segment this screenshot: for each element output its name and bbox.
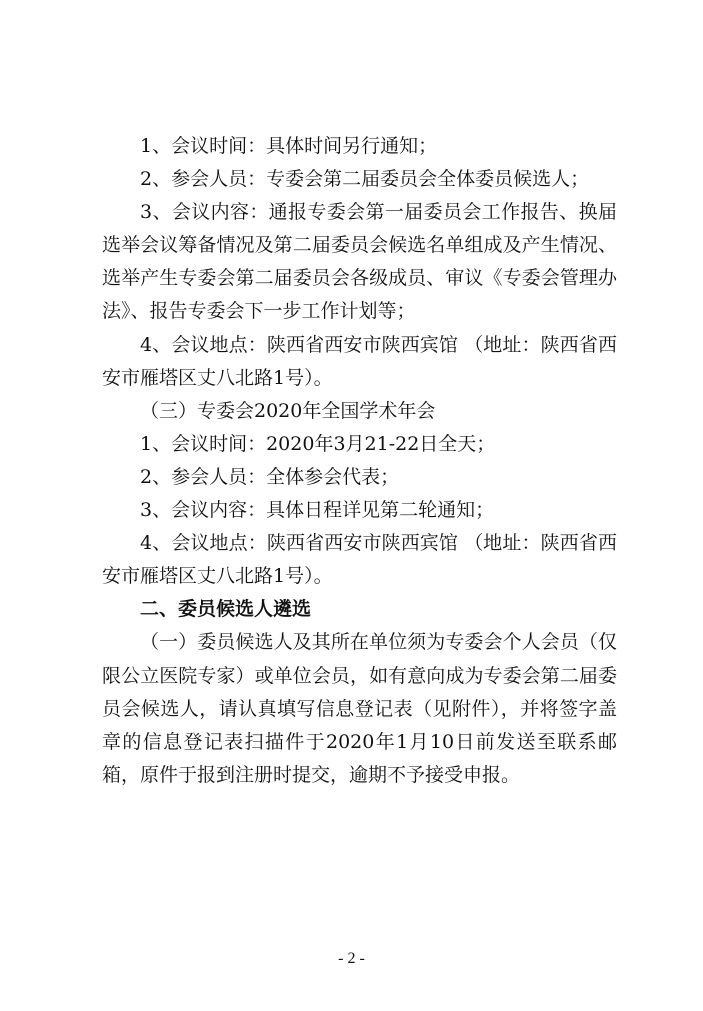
- meeting-content-item: 3、会议内容：通报专委会第一届委员会工作报告、换届选举会议筹备情况及第二届委员会候选名单组成及产生情况、选举产生专委会第二届委员会各级成员、审议《专委会管理办法》、报告专委会下一步工作计划等；: [102, 201, 617, 323]
- annual-meeting-attendees-item: 2、参会人员：全体参会代表；: [140, 465, 400, 488]
- section-heading-candidate-selection: 二、委员候选人遴选: [140, 598, 312, 621]
- annual-meeting-time-item: 1、会议时间：2020年3月21-22日全天；: [140, 432, 496, 455]
- meeting-location-item: 4、会议地点：陕西省西安市陕西宾馆 （地址：陕西省西安市雁塔区丈八北路1号）。: [102, 333, 617, 389]
- meeting-time-item: 1、会议时间：具体时间另行通知；: [140, 135, 438, 157]
- candidate-requirements-paragraph: （一）委员候选人及其所在单位须为专委会个人会员（仅限公立医院专家）或单位会员，如有意向成为专委会第二届委员会候选人，请认真填写信息登记表（见附件），并将签字盖章的信息登记表扫描件于2020年1月10日前发送至联系邮箱，原件于报到注册时提交，逾期不予接受申报。: [102, 631, 617, 786]
- page-number: - 2 -: [338, 950, 365, 967]
- annual-meeting-location-item: 4、会议地点：陕西省西安市陕西宾馆 （地址：陕西省西安市雁塔区丈八北路1号）。: [102, 532, 617, 588]
- annual-meeting-content-item: 3、会议内容：具体日程详见第二轮通知；: [140, 499, 495, 522]
- section-three-title: （三）专委会2020年全国学术年会: [140, 399, 436, 422]
- attendees-item: 2、参会人员：专委会第二届委员会全体委员候选人；: [140, 168, 590, 191]
- body-text: [102, 130, 617, 792]
